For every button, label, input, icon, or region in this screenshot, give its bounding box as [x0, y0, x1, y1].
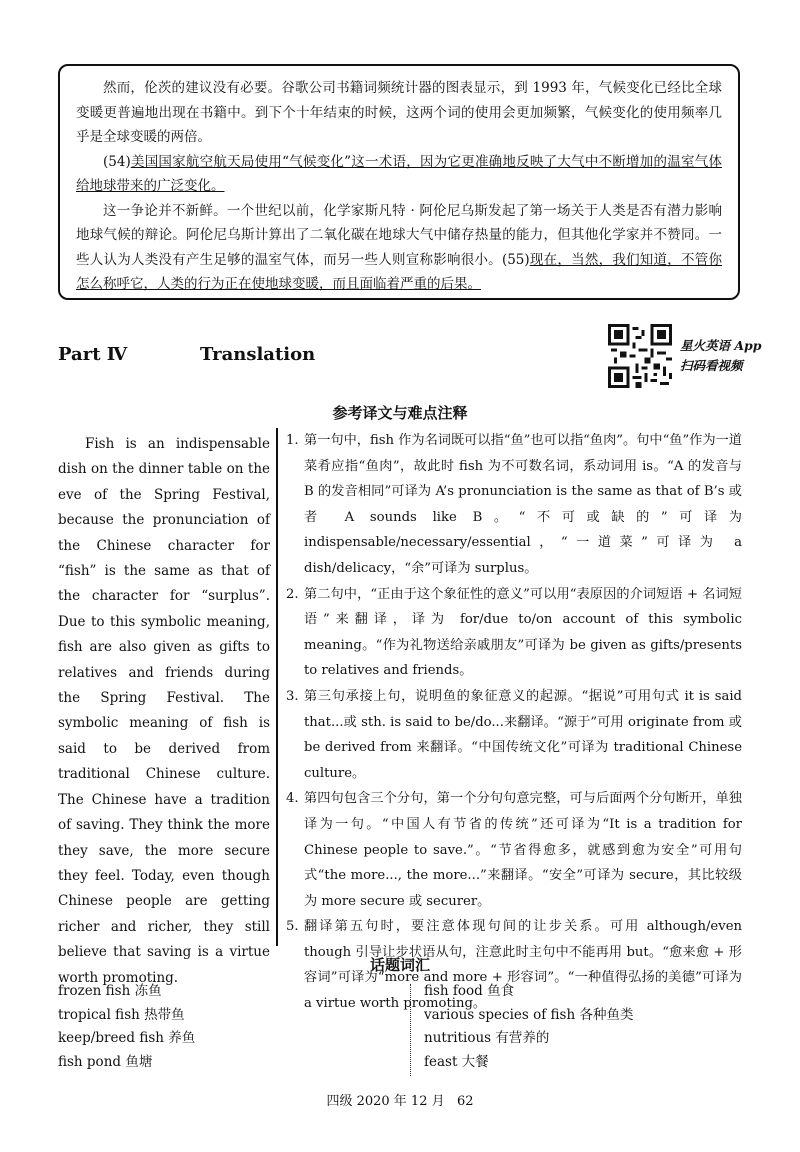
- source-passage: Fish is an indispensable dish on the dinner table on the eve of the Spring Festival, because the pronunciation of the Chinese character for “fish” is the same as that of the character for “surplus”. Due to this symbolic meaning, fish are also given as gifts to relatives and friends during the Spring Festival. The symbolic meaning of fish is said to be derived from traditional Chinese culture. The Chinese have a tradition of saving. They think the more they save, the more secure they feel. Today, even though Chinese people are getting richer and richer, they still believe that saving is a virtue worth promoting.: [58, 436, 270, 986]
- vocab-item: frozen fish 冻鱼: [58, 983, 162, 999]
- vocab-item: fish food 鱼食: [424, 983, 515, 999]
- question-number-55: (55): [501, 251, 530, 268]
- note-number: 2.: [286, 586, 299, 602]
- reference-section-title: 参考译文与难点注释: [332, 404, 468, 422]
- part-title: Translation: [200, 344, 316, 365]
- page-number: 62: [457, 1094, 474, 1109]
- note-text: 第二句中，“正由于这个象征性的意义”可以用“表原因的介词短语 + 名词短语”来翻译，译为 for/due to/on account of this symbolic meaning。“作为礼物送给亲戚朋友”可译为 be given as gifts/presents to relatives and friends。: [304, 586, 742, 679]
- note-text: 第三句承接上句，说明鱼的象征意义的起源。“据说”可用句式 it is said that...或 sth. is said to be/do...来翻译。“源于”可用 originate from 或 be derived from 来翻译。“中国传统文化”可译为 traditional Chinese culture。: [304, 688, 742, 781]
- passage-paragraph-2: [76, 150, 722, 199]
- vocab-list-left: [58, 980, 358, 1074]
- vocab-item: keep/breed fish 养鱼: [58, 1030, 196, 1046]
- note-number: 5.: [286, 919, 299, 935]
- passage-paragraph-3: [76, 199, 722, 297]
- note-number: 1.: [286, 433, 299, 448]
- vocab-item: various species of fish 各种鱼类: [424, 1006, 634, 1023]
- passage-paragraph-1: 然而，伦茨的建议没有必要。谷歌公司书籍词频统计器的图表显示，到 1993 年，气候变化已经比全球变暖更普遍地出现在书籍中。到下个十年结束的时候，这两个词的使用会更加频繁，气候变化的使用频率几乎是全球变暖的两倍。: [76, 80, 722, 145]
- answer-55-underlined: 现在，当然，我们知道，不管你怎么称呼它，人类的行为正在使地球变暖，而且面临着严重的后果。: [76, 251, 723, 292]
- note-item: [286, 582, 742, 684]
- app-promo-subtitle: 扫码看视频: [680, 358, 743, 373]
- note-number: 3.: [286, 688, 299, 704]
- note-text: 第四句包含三个分句，第一个分句句意完整，可与后面两个分句断开，单独译为一句。“中国人有节省的传统”还可译为“It is a tradition for Chinese people to save.”。“节省得愈多，就感到愈为安全”可用句式“the more..., the more...”来翻译。“安全”可译为 secure，其比较级为 more secure 或 securer。: [304, 791, 742, 909]
- note-number: 4.: [286, 791, 299, 807]
- paragraph-3-text: 这一争论并不新鲜。一个世纪以前，化学家斯凡特 · 阿伦尼乌斯发起了第一场关于人类是否有潜力影响地球气候的辩论。阿伦尼乌斯计算出了二氧化碳在地球大气中储存热量的能力，但其他化学家并不赞同。一些人认为人类没有产生足够的温室气体，而另一些人则宣称影响很小。: [76, 202, 722, 268]
- note-item: [286, 684, 742, 786]
- vocab-divider: [410, 984, 411, 1076]
- vocab-section-title: 话题词汇: [369, 956, 430, 974]
- vocab-item: fish pond 鱼塘: [58, 1053, 153, 1070]
- column-divider: [276, 428, 278, 946]
- page-footer: [0, 1090, 800, 1109]
- translation-notes-list: [286, 428, 742, 1017]
- note-text: 第一句中，fish 作为名词既可以指“鱼”也可以指“鱼肉”。句中“鱼”作为一道菜肴应指“鱼肉”，故此时 fish 为不可数名词，系动词用 is。“A 的发音与 B 的发音相同”可译为 A’s pronunciation is the same as that of B’s 或者 A sounds like B。“不可或缺的”可译为 indispensable/necessary/essential，“一道菜”可译为 a dish/delicacy，“余”可译为 surplus。: [304, 433, 742, 576]
- note-text: 翻译第五句时，要注意体现句间的让步关系。可用 although/even though 引导让步状语从句，注意此时主句中不能再用 but。“愈来愈 + 形容词”可译为“more and more + 形容词”。“一种值得弘扬的美德”可译为 a virtue worth promoting。: [304, 919, 742, 1012]
- note-item: [286, 428, 742, 582]
- vocab-item: tropical fish 热带鱼: [58, 1006, 185, 1023]
- passage-translation-box: [58, 64, 740, 300]
- app-promo-title: 星火英语 App: [680, 338, 762, 353]
- vocab-item: nutritious 有营养的: [424, 1030, 550, 1046]
- vocab-item: feast 大餐: [424, 1053, 489, 1070]
- note-item: [286, 786, 742, 914]
- question-number-54: (54): [103, 153, 131, 170]
- part-label: Part Ⅳ: [58, 344, 128, 365]
- qr-code-icon[interactable]: [608, 324, 672, 388]
- vocab-list-right: [424, 980, 724, 1074]
- answer-54-underlined: 美国国家航空航天局使用“气候变化”这一术语，因为它更准确地反映了大气中不断增加的温室气体给地球带来的广泛变化。: [76, 153, 722, 194]
- footer-issue: 四级 2020 年 12 月: [326, 1094, 445, 1109]
- app-promo: [680, 336, 790, 376]
